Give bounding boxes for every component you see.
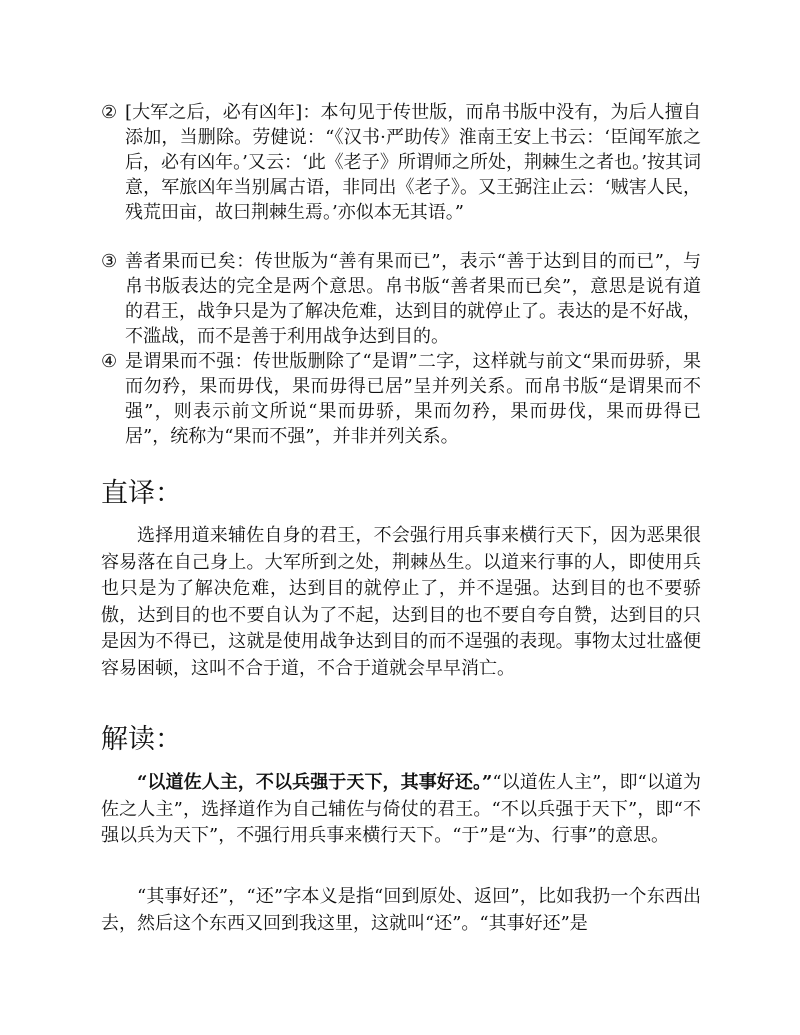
paragraph-body: “以道佐人主”，即“以道为佐之人主”，选择道作为自己辅佐与倚仗的君王。“不以兵强于天下”，即“不强以兵为天下”，不强行用兵事来横行天下。“于”是“为、行事”的意思。	[101, 772, 701, 846]
interpretation-paragraph-2: “其事好还”，“还”字本义是指“回到原处、返回”，比如我扔一个东西出去，然后这个东西又回到我这里，这就叫“还”。“其事好还”是	[101, 886, 701, 934]
interpretation-heading: 解读：	[101, 724, 182, 755]
footnote-number: ②	[101, 102, 118, 123]
translation-heading: 直译：	[101, 478, 182, 509]
footnote-text: 善者果而已矣：传世版为“善有果而已”，表示“善于达到目的而已”，与帛书版表达的完全是两个意思。帛书版“善者果而已矣”，意思是说有道的君王，战争只是为了解决危难，达到目的就停止了。表达的是不好战，不滥战，而不是善于利用战争达到目的。	[125, 251, 701, 347]
footnote-4	[101, 349, 701, 449]
footnote-text: 是谓果而不强：传世版删除了“是谓”二字，这样就与前文“果而毋骄，果而勿矜，果而毋伐，果而毋得已居”呈并列关系。而帛书版“是谓果而不强”，则表示前文所说“果而毋骄，果而勿矜，果而毋伐，果而毋得已居”，统称为“果而不强”，并非并列关系。	[125, 351, 701, 447]
footnote-number: ③	[101, 251, 118, 272]
translation-paragraph: 选择用道来辅佐自身的君王，不会强行用兵事来横行天下，因为恶果很容易落在自己身上。大军所到之处，荆棘丛生。以道来行事的人，即使用兵也只是为了解决危难，达到目的就停止了，并不逞强。达到目的也不要骄傲，达到目的也不要自认为了不起，达到目的也不要自夸自赞，达到目的只是因为不得已，这就是使用战争达到目的而不逞强的表现。事物太过壮盛便容易困顿，这叫不合于道，不合于道就会早早消亡。	[101, 525, 701, 679]
footnote-number: ④	[101, 351, 118, 372]
footnote-3	[101, 249, 701, 349]
quoted-sentence: “以道佐人主，不以兵强于天下，其事好还。”	[137, 772, 493, 793]
footnote-2	[101, 100, 701, 225]
footnote-text: [大军之后，必有凶年]：本句见于传世版，而帛书版中没有，为后人擅自添加，当删除。劳健说：“《汉书·严助传》淮南王安上书云：‘臣闻军旅之后，必有凶年。’又云：‘此《老子》所谓师之所处，荆棘生之者也。’按其词意，军旅凶年当别属古语，非同出《老子》。又王弼注止云：‘贼害人民，残荒田亩，故曰荆棘生焉。’亦似本无其语。”	[125, 102, 701, 223]
interpretation-paragraph-1	[101, 770, 701, 850]
